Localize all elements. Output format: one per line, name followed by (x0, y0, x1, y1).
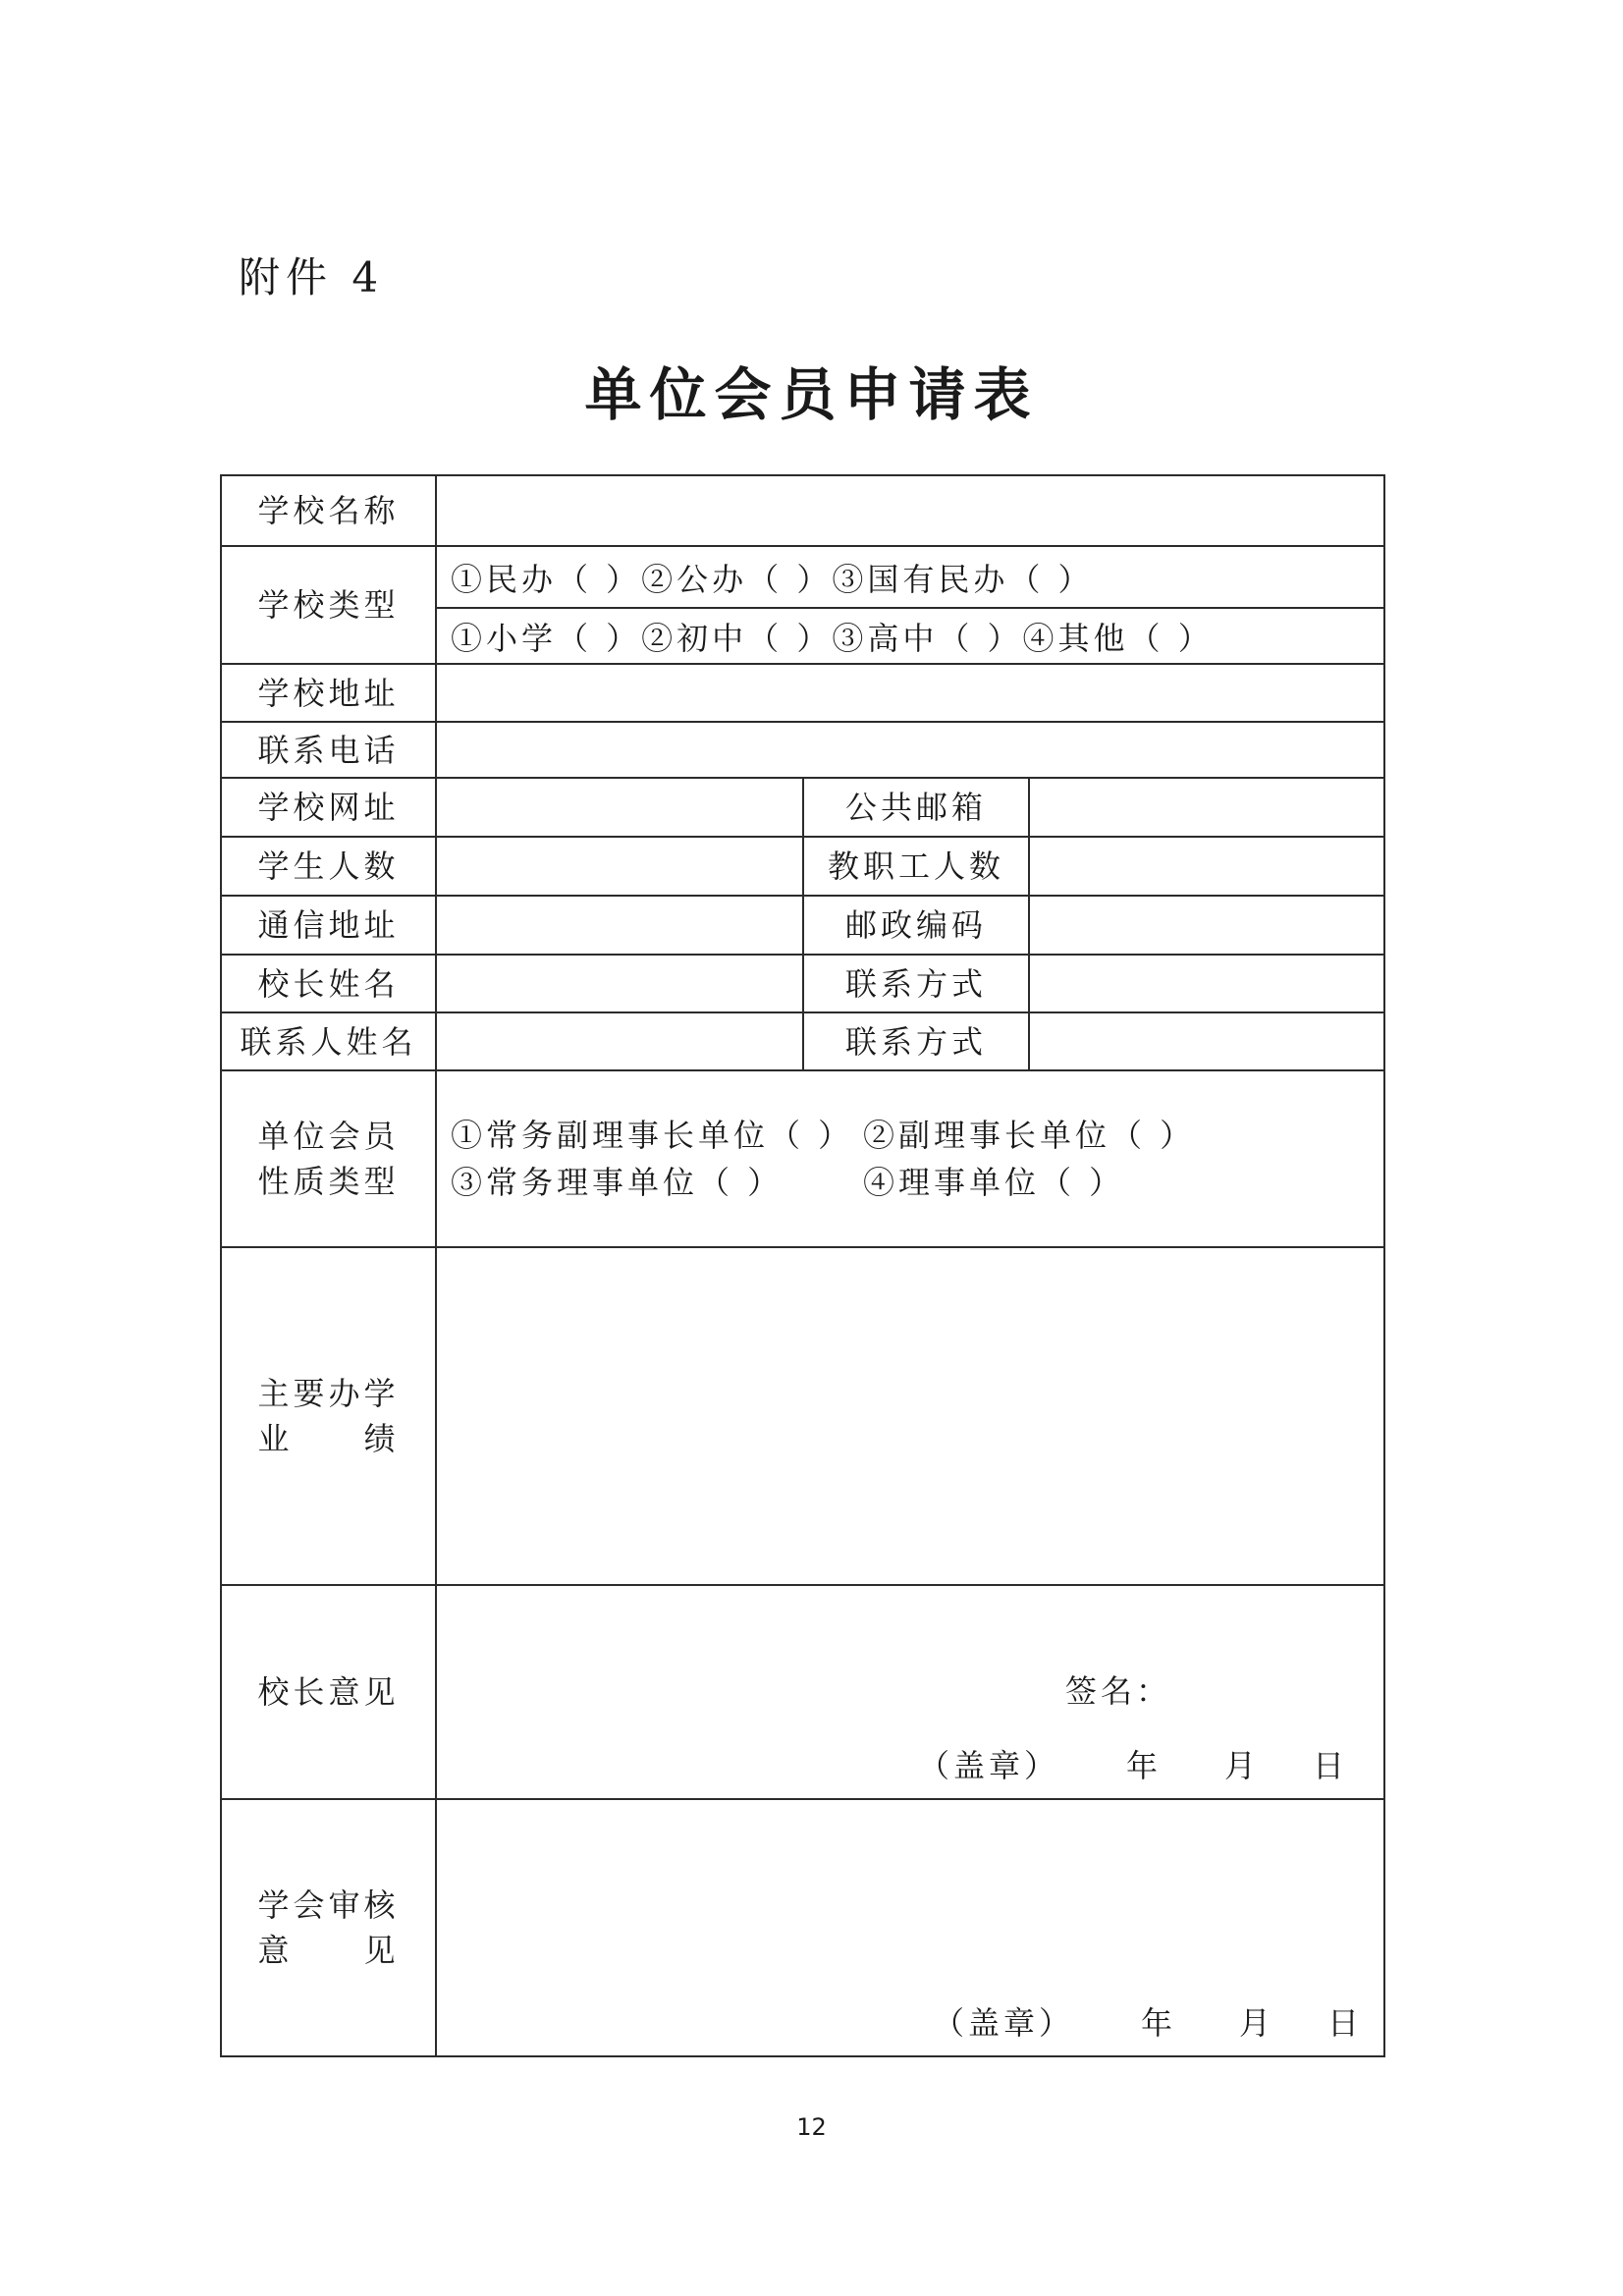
seal-label: （盖章） (918, 1747, 1060, 1784)
contact-phone-label: 联系电话 (221, 722, 436, 778)
staff-count-label: 教职工人数 (803, 837, 1029, 896)
school-website-label: 学校网址 (221, 778, 436, 837)
staff-count-field[interactable] (1029, 837, 1384, 896)
school-type-options-ownership[interactable] (436, 546, 1384, 608)
year-label: 年 (1125, 1747, 1162, 1784)
achievements-label (221, 1247, 436, 1585)
school-name-field[interactable] (436, 475, 1384, 546)
signature-label: 签名： (1065, 1672, 1172, 1710)
principal-opinion-field[interactable] (436, 1585, 1384, 1799)
contact-person-name-label: 联系人姓名 (221, 1012, 436, 1070)
level-options-text: ①小学（ ）②初中（ ）③高中（ ）④其他（ ） (451, 619, 1214, 657)
review-year-label: 年 (1140, 2004, 1176, 2042)
mailing-address-field[interactable] (436, 896, 803, 955)
school-type-label: 学校类型 (221, 546, 436, 664)
school-type-options-level[interactable] (436, 608, 1384, 664)
member-nature-options (437, 1115, 1383, 1203)
month-label: 月 (1223, 1747, 1260, 1784)
member-nature-label-line1: 单位会员 (257, 1118, 400, 1155)
school-website-field[interactable] (436, 778, 803, 837)
page-title: 单位会员申请表 (584, 361, 1039, 428)
public-email-field[interactable] (1029, 778, 1384, 837)
member-nature-label (221, 1070, 436, 1247)
principal-name-label: 校长姓名 (221, 955, 436, 1012)
day-label: 日 (1312, 1747, 1348, 1784)
principal-opinion-label: 校长意见 (221, 1585, 436, 1799)
contact-person-contact-field[interactable] (1029, 1012, 1384, 1070)
association-review-label-text (257, 1883, 399, 1973)
principal-name-field[interactable] (436, 955, 803, 1012)
association-review-date-line (933, 1998, 1384, 2044)
postal-code-label: 邮政编码 (803, 896, 1029, 955)
principal-contact-field[interactable] (1029, 955, 1384, 1012)
ownership-options-text: ①民办（ ）②公办（ ）③国有民办（ ） (451, 560, 1094, 598)
association-review-label-line1: 学会审核 (257, 1886, 400, 1924)
association-review-label-line2: 意 见 (257, 1932, 400, 1969)
page-number: 12 (796, 2113, 827, 2141)
member-nature-label-text (257, 1114, 399, 1204)
school-name-label: 学校名称 (221, 475, 436, 546)
postal-code-field[interactable] (1029, 896, 1384, 955)
association-review-field[interactable] (436, 1799, 1384, 2056)
application-form (220, 474, 1385, 2057)
contact-phone-field[interactable] (436, 722, 1384, 778)
public-email-label: 公共邮箱 (803, 778, 1029, 837)
review-month-label: 月 (1238, 2004, 1274, 2042)
association-review-label (221, 1799, 436, 2056)
contact-person-name-field[interactable] (436, 1012, 803, 1070)
student-count-field[interactable] (436, 837, 803, 896)
school-address-field[interactable] (436, 664, 1384, 722)
contact-person-contact-label: 联系方式 (803, 1012, 1029, 1070)
principal-opinion-date-line (918, 1741, 1370, 1786)
review-seal-label: （盖章） (933, 2004, 1075, 2042)
nature-option-director[interactable]: ④理事单位（ ） (863, 1164, 1125, 1201)
mailing-address-label: 通信地址 (221, 896, 436, 955)
member-nature-options-cell[interactable] (436, 1070, 1384, 1247)
achievements-label-text (257, 1371, 399, 1461)
achievements-label-line1: 主要办学 (257, 1375, 400, 1412)
nature-option-executive-vice-chair[interactable]: ①常务副理事长单位（ ） (451, 1117, 854, 1154)
nature-option-vice-chair[interactable]: ②副理事长单位（ ） (863, 1117, 1196, 1154)
attachment-label: 附件 4 (239, 253, 385, 301)
principal-contact-label: 联系方式 (803, 955, 1029, 1012)
student-count-label: 学生人数 (221, 837, 436, 896)
school-address-label: 学校地址 (221, 664, 436, 722)
achievements-field[interactable] (436, 1247, 1384, 1585)
nature-option-executive-director[interactable]: ③常务理事单位（ ） (451, 1164, 784, 1201)
achievements-label-line2: 业 绩 (257, 1420, 400, 1457)
review-day-label: 日 (1326, 2004, 1363, 2042)
member-nature-label-line2: 性质类型 (257, 1163, 400, 1200)
